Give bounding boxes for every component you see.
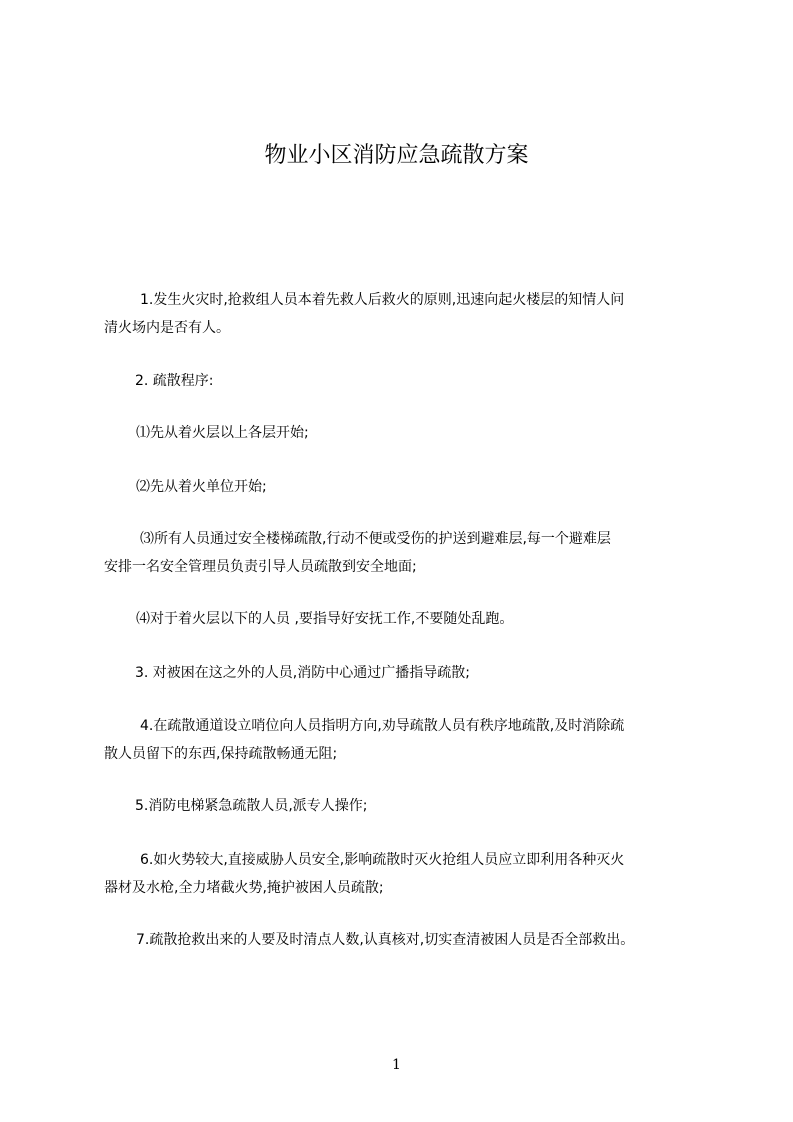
paragraph-line: ⑷对于着火层以下的人员 ,要指导好安抚工作,不要随处乱跑。 xyxy=(136,611,514,627)
paragraph-line: ⑵先从着火单位开始; xyxy=(136,479,267,495)
paragraph-line: 5.消防电梯紧急疏散人员,派专人操作; xyxy=(135,798,368,814)
paragraph-3 xyxy=(104,419,704,447)
document-title: 物业小区消防应急疏散方案 xyxy=(264,143,529,168)
paragraph-7 xyxy=(104,659,704,687)
paragraph-line: 散人员留下的东西,保持疏散畅通无阻; xyxy=(104,746,338,762)
paragraph-line: 4.在疏散通道设立哨位向人员指明方向,劝导疏散人员有秩序地疏散,及时消除疏 xyxy=(140,718,625,734)
paragraph-1 xyxy=(104,286,704,342)
paragraph-line: 1.发生火灾时,抢救组人员本着先救人后救火的原则,迅速向起火楼层的知情人问 xyxy=(140,292,625,308)
paragraph-line: 6.如火势较大,直接威胁人员安全,影响疏散时灭火抢组人员应立即利用各种灭火 xyxy=(140,852,625,868)
paragraph-9 xyxy=(104,792,704,820)
paragraph-11 xyxy=(104,926,704,954)
paragraph-line: 清火场内是否有人。 xyxy=(104,320,230,336)
paragraph-6 xyxy=(104,605,704,633)
paragraph-line: 7.疏散抢救出来的人要及时清点人数,认真核对,切实查清被困人员是否全部救出。 xyxy=(136,932,635,948)
paragraph-line: 安排一名安全管理员负责引导人员疏散到安全地面; xyxy=(104,559,417,575)
paragraph-line: 3. 对被困在这之外的人员,消防中心通过广播指导疏散; xyxy=(135,665,470,681)
paragraph-8 xyxy=(104,712,704,768)
paragraph-line: ⑴先从着火层以上各层开始; xyxy=(136,425,309,441)
paragraph-line: 2. 疏散程序: xyxy=(135,373,214,389)
page-number: 1 xyxy=(392,1057,401,1073)
paragraph-10 xyxy=(104,846,704,902)
paragraph-5 xyxy=(104,525,704,581)
paragraph-line: 器材及水枪,全力堵截火势,掩护被困人员疏散; xyxy=(104,880,384,896)
paragraph-4 xyxy=(104,473,704,501)
paragraph-line: ⑶所有人员通过安全楼梯疏散,行动不便或受伤的护送到避难层,每一个避难层 xyxy=(140,531,611,547)
paragraph-2 xyxy=(104,367,704,395)
